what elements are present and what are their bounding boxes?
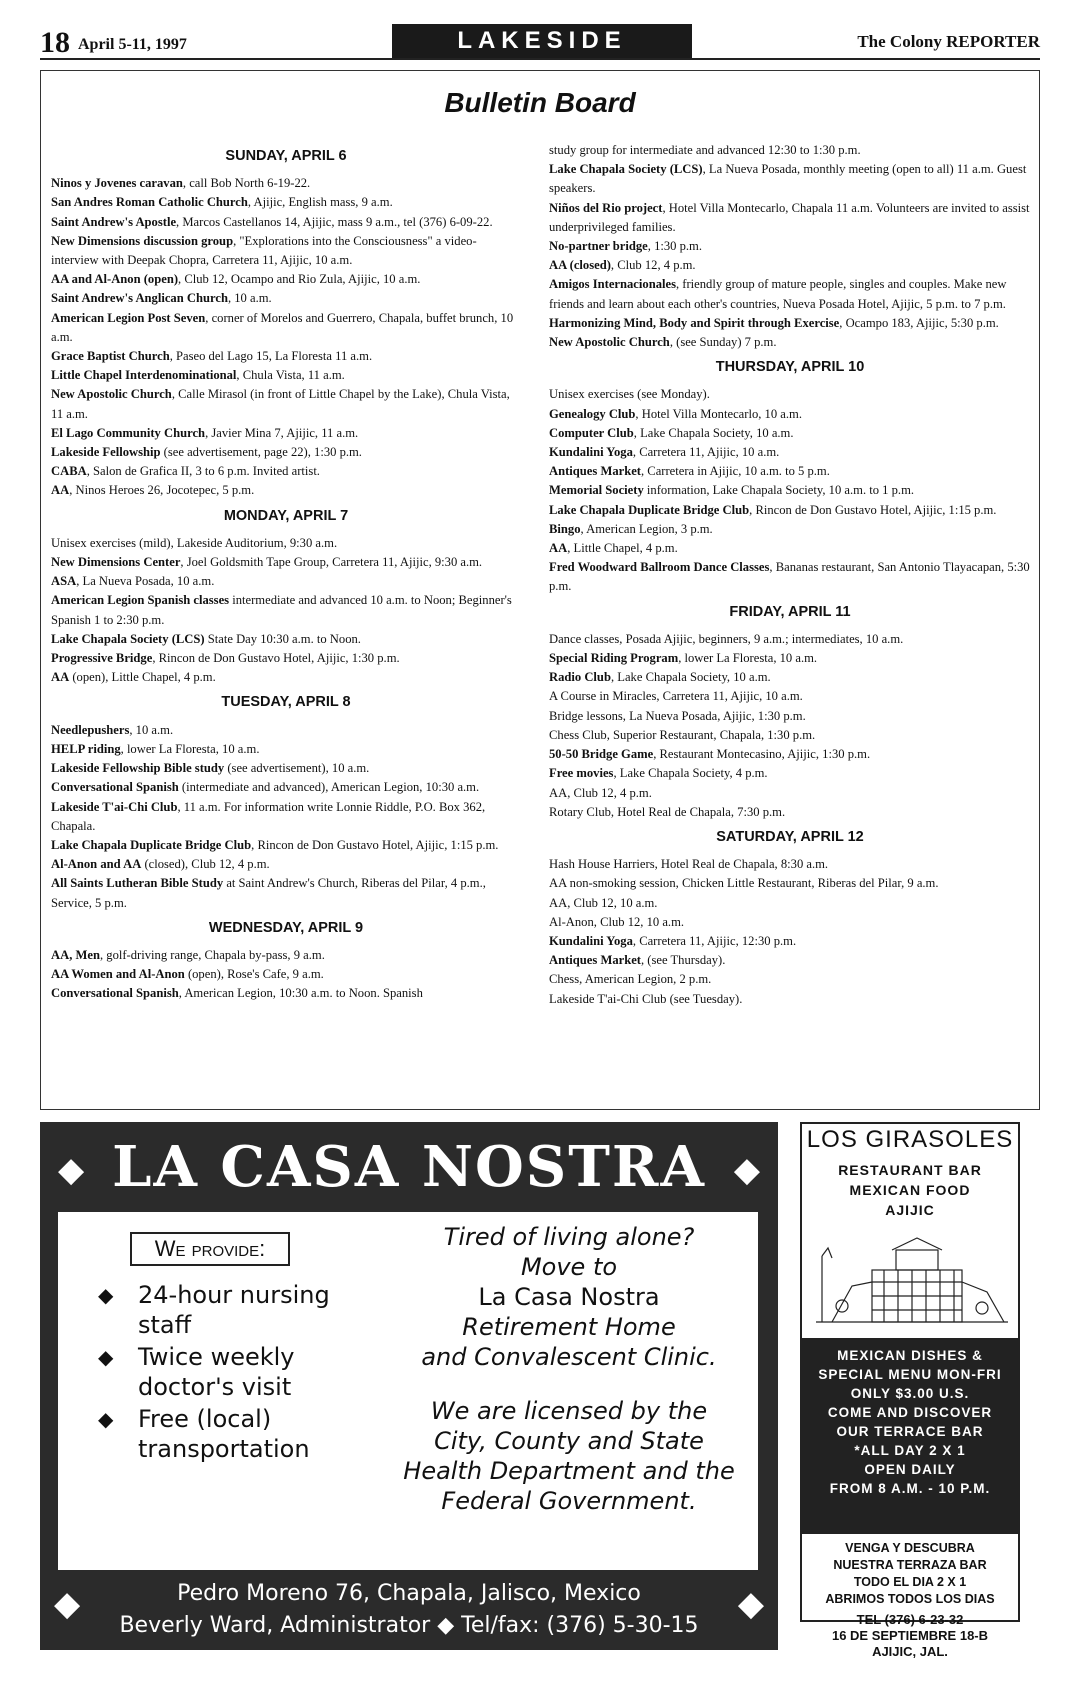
list-item: ◆ Twice weekly doctor's visit (90, 1342, 370, 1402)
event-details: , Rincon de Don Gustavo Hotel, Ajijic, 1:15 p.m. (749, 502, 997, 517)
list-item (549, 707, 1031, 726)
phone: Tel/fax: (376) 5-30-15 (461, 1613, 699, 1638)
list-item (549, 501, 1031, 520)
list-item (51, 965, 521, 984)
spanish-line: ABRIMOS TODOS LOS DIAS (825, 1592, 995, 1606)
event-details: , friendly group of mature people, singles and couples. Make new friends and learn about each other's countries, Nueva Posada Hotel, Ajijic, 5 p.m. to 7 p.m. (549, 277, 1007, 311)
event-details: study group for intermediate and advanced 12:30 to 1:30 p.m. (549, 143, 861, 157)
event-details: , Restaurant Montecasino, Ajijic, 1:30 p.m. (653, 747, 871, 762)
event-name: Kundalini Yoga (549, 933, 633, 948)
list-item (51, 289, 521, 308)
event-name: Memorial Society (549, 483, 644, 498)
list-item: ◆ 24-hour nursing staff (90, 1280, 370, 1340)
list-item (549, 990, 1031, 1009)
list-item (51, 385, 521, 423)
event-details: , Lake Chapala Society, 10 a.m. (610, 670, 771, 685)
event-details: , La Nueva Posada, monthly meeting (open to all) 11 a.m. Guest speakers. (549, 162, 1027, 196)
license-line: City, County and State (434, 1427, 704, 1455)
event-name: ASA (51, 574, 77, 589)
event-name: Free movies (549, 766, 614, 781)
list-item (51, 572, 521, 591)
event-name: AA, Men (51, 947, 100, 962)
event-name: New Apostolic Church (51, 387, 172, 402)
event-details: AA non-smoking session, Chicken Little Restaurant, Riberas del Pilar, 9 a.m. (549, 876, 939, 891)
list-item (549, 726, 1031, 745)
event-name: Conversational Spanish (51, 986, 179, 1001)
list-item (549, 951, 1031, 970)
event-details: , 1:30 p.m. (647, 239, 702, 254)
city: AJIJIC, JAL. (872, 1644, 948, 1659)
event-details: , Bananas restaurant, San Antonio Tlayacapan, 5:30 p.m. (549, 560, 1030, 594)
event-name: American Legion Post Seven (51, 310, 206, 325)
list-item (51, 232, 521, 270)
event-name: Special Riding Program (549, 651, 679, 666)
event-name: Saint Andrew's Apostle (51, 214, 177, 229)
pitch-line: and Convalescent Clinic. (421, 1343, 717, 1371)
subtitle-line: MEXICAN FOOD (849, 1182, 971, 1198)
contact-info (802, 1612, 1018, 1660)
event-details: AA, Club 12, 4 p.m. (549, 785, 652, 800)
event-details: , Ocampo 183, Ajijic, 5:30 p.m. (839, 315, 999, 330)
list-item (51, 778, 521, 797)
event-details: , Club 12, Ocampo and Rio Zula, Ajijic, 10 a.m. (178, 272, 421, 287)
list-item (549, 894, 1031, 913)
event-name: No-partner bridge (549, 239, 648, 254)
event-details: , Javier Mina 7, Ajijic, 11 a.m. (205, 425, 359, 440)
event-details: A Course in Miracles, Carretera 11, Ajijic, 10 a.m. (549, 689, 803, 704)
event-details: , Hotel Villa Montecarlo, Chapala 11 a.m. Volunteers are invited to assist underprivileged families. (549, 200, 1030, 234)
event-name: 50-50 Bridge Game (549, 747, 654, 762)
event-name: Radio Club (549, 670, 611, 685)
issue-date: April 5-11, 1997 (78, 36, 187, 53)
list-item (549, 932, 1031, 951)
event-name: Lakeside T'ai-Chi Club (51, 799, 178, 814)
event-name: American Legion Spanish classes (51, 593, 230, 608)
list-item (51, 836, 521, 855)
list-item (51, 534, 521, 553)
event-details: , Salon de Grafica II, 3 to 6 p.m. Invited artist. (86, 464, 320, 479)
event-details: Unisex exercises (mild), Lakeside Auditorium, 9:30 a.m. (51, 535, 338, 550)
event-name: Computer Club (549, 425, 634, 440)
event-details: , lower La Floresta, 10 a.m. (678, 651, 818, 666)
event-name: Lake Chapala Society (LCS) (51, 631, 205, 646)
list-item (549, 539, 1031, 558)
event-name: Al-Anon and AA (51, 857, 142, 872)
paper-name: The Colony REPORTER (857, 32, 1040, 51)
event-details: information, Lake Chapala Society, 10 a.m. to 1 p.m. (643, 483, 915, 498)
specials-line: ONLY $3.00 U.S. (850, 1386, 970, 1401)
list-item (549, 764, 1031, 783)
event-details: , lower La Floresta, 10 a.m. (120, 741, 260, 756)
list-item (549, 314, 1031, 333)
list-item (51, 366, 521, 385)
list-item (549, 630, 1031, 649)
event-name: HELP riding (51, 741, 121, 756)
event-details: , American Legion, 10:30 a.m. to Noon. Spanish (178, 986, 423, 1001)
list-item (51, 309, 521, 347)
event-name: Amigos Internacionales (549, 277, 676, 292)
event-details: Unisex exercises (see Monday). (549, 387, 710, 402)
day-heading: FRIDAY, APRIL 11 (729, 603, 851, 620)
event-details: , 10 a.m. (227, 291, 272, 306)
event-name: AA (549, 541, 568, 556)
event-details: Al-Anon, Club 12, 10 a.m. (549, 914, 685, 929)
subtitle-line: AJIJIC (885, 1202, 935, 1218)
day-heading: SUNDAY, APRIL 6 (225, 148, 347, 164)
specials-panel (802, 1338, 1018, 1534)
event-name: Harmonizing Mind, Body and Spirit through Exercise (549, 315, 840, 330)
restaurant-name: LOS GIRASOLES (806, 1126, 1014, 1153)
event-details: , Chula Vista, 11 a.m. (236, 368, 345, 383)
list-item (51, 630, 521, 649)
list-item (549, 237, 1031, 256)
list-item (51, 984, 521, 1003)
event-details: , "Explorations into the Consciousness" a video-interview with Deepak Chopra, Carretera 11, Ajijic, 10 a.m. (51, 233, 477, 268)
list-item (549, 405, 1031, 424)
event-details: , Paseo del Lago 15, La Floresta 11 a.m. (169, 349, 373, 364)
event-details: , 11 a.m. For information write Lonnie Riddle, P.O. Box 362, Chapala. (51, 799, 486, 833)
event-details: , (see Sunday) 7 p.m. (669, 335, 777, 350)
event-details: at Saint Andrew's Church, Riberas del Pilar, 4 p.m., Service, 5 p.m. (51, 876, 486, 910)
list-item (549, 256, 1031, 275)
diamond-icon: ◆ (58, 1152, 85, 1189)
event-details: (open), Little Chapel, 4 p.m. (69, 670, 216, 685)
diamond-icon: ◆ (737, 1586, 764, 1623)
event-details: Dance classes, Posada Ajijic, beginners, 9 a.m.; intermediates, 10 a.m. (549, 631, 904, 646)
list-item (51, 946, 521, 965)
right-column (549, 141, 1031, 1009)
list-item (549, 333, 1031, 352)
event-name: AA Women and Al-Anon (51, 967, 185, 982)
list-item (51, 347, 521, 366)
administrator: Beverly Ward, Administrator (119, 1613, 431, 1638)
pitch-line: Tired of living alone? (443, 1223, 695, 1251)
day-heading: THURSDAY, APRIL 10 (715, 359, 865, 376)
event-name: Little Chapel Interdenominational (51, 368, 237, 383)
list-item (549, 424, 1031, 443)
event-name: Needlepushers (51, 722, 130, 737)
event-name: El Lago Community Church (51, 425, 206, 440)
list-item (549, 970, 1031, 989)
list-item (549, 874, 1031, 893)
event-details: , Carretera 11, Ajijic, 12:30 p.m. (632, 933, 797, 948)
phone: TEL (376) 6-23-32 (856, 1612, 964, 1627)
list-item (549, 141, 1031, 160)
event-details: (intermediate and advanced), American Legion, 10:30 a.m. (178, 780, 480, 795)
day-heading: WEDNESDAY, APRIL 9 (208, 919, 364, 936)
event-name: Lake Chapala Society (LCS) (549, 162, 703, 177)
address: 16 DE SEPTIEMBRE 18-B (831, 1628, 989, 1643)
event-details: , (see Thursday). (641, 953, 726, 968)
list-item (51, 481, 521, 500)
facility-name: La Casa Nostra (478, 1283, 660, 1311)
event-name: CABA (51, 464, 87, 479)
event-details: Lakeside T'ai-Chi Club (see Tuesday). (549, 991, 743, 1006)
event-name: Lake Chapala Duplicate Bridge Club (51, 837, 252, 852)
event-name: Saint Andrew's Anglican Church (51, 291, 228, 306)
restaurant-building-icon (812, 1226, 1012, 1336)
list-item (549, 649, 1031, 668)
list-item (549, 855, 1031, 874)
day-heading: SATURDAY, APRIL 12 (716, 828, 864, 845)
event-name: Genealogy Club (549, 406, 636, 421)
restaurant-subtitle (802, 1160, 1018, 1220)
day-heading: MONDAY, APRIL 7 (223, 507, 349, 524)
license-line: Health Department and the (403, 1457, 735, 1485)
provide-label: We provide: (130, 1232, 290, 1266)
list-item (549, 443, 1031, 462)
event-name: AA (closed) (549, 258, 611, 273)
list-item (51, 462, 521, 481)
event-details: , Calle Mirasol (in front of Little Chapel by the Lake), Chula Vista, 11 a.m. (51, 387, 510, 421)
address: Pedro Moreno 76, Chapala, Jalisco, Mexico (177, 1581, 641, 1606)
ad-title: LA CASA NOSTRA (112, 1134, 706, 1200)
specials-line: *ALL DAY 2 X 1 (854, 1443, 966, 1458)
list-item (549, 481, 1031, 500)
list-item (51, 174, 521, 193)
event-details: , American Legion, 3 p.m. (580, 521, 713, 536)
specials-line: FROM 8 A.M. - 10 P.M. (829, 1481, 991, 1496)
spanish-line: NUESTRA TERRAZA BAR (833, 1558, 987, 1572)
event-details: , corner of Morelos and Guerrero, Chapala, buffet brunch, 10 a.m. (51, 310, 514, 344)
event-details: , golf-driving range, Chapala by-pass, 9 a.m. (99, 947, 325, 962)
event-details: Chess, American Legion, 2 p.m. (549, 972, 712, 987)
event-details: (open), Rose's Cafe, 9 a.m. (184, 967, 324, 982)
provide-list (90, 1280, 370, 1466)
ad-pitch (384, 1222, 754, 1516)
event-name: Bingo (549, 521, 581, 536)
event-details: , Lake Chapala Society, 4 p.m. (613, 766, 768, 781)
event-name: AA and Al-Anon (open) (51, 272, 179, 287)
event-name: AA (51, 483, 70, 498)
list-item (549, 803, 1031, 822)
list-item (51, 270, 521, 289)
event-details: (see advertisement), 10 a.m. (224, 761, 370, 776)
event-details: Bridge lessons, La Nueva Posada, Ajijic, 1:30 p.m. (549, 708, 806, 723)
license-line: Federal Government. (441, 1487, 697, 1515)
page-number: 18 (40, 26, 70, 59)
spanish-line: VENGA Y DESCUBRA (845, 1541, 975, 1555)
event-details: , Ajijic, English mass, 9 a.m. (247, 195, 393, 210)
list-item (549, 462, 1031, 481)
list-item (51, 424, 521, 443)
event-details: intermediate and advanced 10 a.m. to Noon; Beginner's Spanish 1 to 2:30 p.m. (51, 593, 512, 627)
event-name: Lakeside Fellowship Bible study (51, 761, 225, 776)
list-item (549, 913, 1031, 932)
event-details: , Rincon de Don Gustavo Hotel, Ajijic, 1:30 p.m. (152, 651, 400, 666)
list-item (549, 385, 1031, 404)
board-title: Bulletin Board (444, 87, 636, 118)
list-item (549, 160, 1031, 198)
day-heading: TUESDAY, APRIL 8 (221, 694, 351, 711)
event-name: Grace Baptist Church (51, 349, 170, 364)
event-name: Niños del Rio project (549, 200, 663, 215)
diamond-icon: ◆ (437, 1613, 462, 1638)
list-item: ◆ Free (local) transportation (90, 1404, 370, 1464)
event-details: , Carretera in Ajijic, 10 a.m. to 5 p.m. (641, 464, 830, 479)
diamond-icon: ◆ (54, 1586, 81, 1623)
event-details: , Marcos Castellanos 14, Ajijic, mass 9 a.m., tel (376) 6-09-22. (176, 214, 493, 229)
event-details: , Carretera 11, Ajijic, 10 a.m. (632, 445, 780, 460)
event-name: Ninos y Jovenes caravan (51, 176, 183, 191)
specials-line: COME AND DISCOVER (827, 1405, 993, 1420)
pitch-line: Move to (520, 1253, 618, 1281)
list-item (549, 275, 1031, 313)
left-column (51, 141, 521, 1004)
event-details: (closed), Club 12, 4 p.m. (141, 857, 270, 872)
event-details: , Joel Goldsmith Tape Group, Carretera 11, Ajijic, 9:30 a.m. (180, 555, 483, 570)
diamond-icon: ◆ (733, 1152, 760, 1189)
event-details: Hash House Harriers, Hotel Real de Chapala, 8:30 a.m. (549, 857, 829, 872)
event-name: All Saints Lutheran Bible Study (51, 876, 224, 891)
event-name: Antiques Market (549, 464, 641, 479)
spanish-copy (802, 1540, 1018, 1608)
los-girasoles-ad (800, 1122, 1020, 1659)
list-item (549, 745, 1031, 764)
list-item (51, 759, 521, 778)
specials-line: SPECIAL MENU MON-FRI (818, 1367, 1002, 1382)
event-name: New Dimensions Center (51, 555, 181, 570)
specials-line: OPEN DAILY (864, 1462, 956, 1477)
event-details: , Hotel Villa Montecarlo, 10 a.m. (635, 406, 802, 421)
list-item (549, 668, 1031, 687)
specials-line: MEXICAN DISHES & (837, 1348, 983, 1363)
la-casa-nostra-ad (40, 1122, 778, 1650)
event-details: , Rincon de Don Gustavo Hotel, Ajijic, 1:15 p.m. (251, 837, 499, 852)
event-name: Kundalini Yoga (549, 445, 633, 460)
event-details: , Little Chapel, 4 p.m. (567, 541, 678, 556)
event-name: Fred Woodward Ballroom Dance Classes (549, 560, 770, 575)
event-details: , 10 a.m. (129, 722, 174, 737)
event-details: , call Bob North 6-19-22. (182, 176, 311, 191)
event-name: Progressive Bridge (51, 651, 153, 666)
list-item (51, 855, 521, 874)
event-details: State Day 10:30 a.m. to Noon. (204, 631, 361, 646)
masthead (40, 22, 1040, 62)
event-details: (see advertisement, page 22), 1:30 p.m. (160, 445, 362, 460)
subtitle-line: RESTAURANT BAR (838, 1162, 982, 1178)
list-item (51, 213, 521, 232)
event-name: San Andres Roman Catholic Church (51, 195, 248, 210)
event-name: Lake Chapala Duplicate Bridge Club (549, 502, 750, 517)
list-item (549, 520, 1031, 539)
event-name: Antiques Market (549, 953, 641, 968)
list-item (51, 798, 521, 836)
ad-footer (40, 1578, 778, 1642)
specials-line: OUR TERRACE BAR (836, 1424, 984, 1439)
section-banner: LAKESIDE (392, 24, 692, 58)
list-item (51, 721, 521, 740)
event-name: New Dimensions discussion group (51, 233, 234, 248)
event-details: AA, Club 12, 10 a.m. (549, 895, 658, 910)
event-name: Conversational Spanish (51, 780, 179, 795)
event-details: , La Nueva Posada, 10 a.m. (76, 574, 215, 589)
event-name: New Apostolic Church (549, 335, 670, 350)
event-name: Lakeside Fellowship (51, 445, 161, 460)
list-item (51, 740, 521, 759)
list-item (549, 687, 1031, 706)
list-item (51, 668, 521, 687)
event-details: , Club 12, 4 p.m. (610, 258, 696, 273)
pitch-line: Retirement Home (462, 1313, 676, 1341)
event-name: AA (51, 670, 70, 685)
list-item (51, 443, 521, 462)
list-item (51, 193, 521, 212)
event-details: , Lake Chapala Society, 10 a.m. (633, 425, 794, 440)
event-details: , Ninos Heroes 26, Jocotepec, 5 p.m. (69, 483, 255, 498)
event-details: Chess Club, Superior Restaurant, Chapala, 1:30 p.m. (549, 727, 816, 742)
event-details: Rotary Club, Hotel Real de Chapala, 7:30 p.m. (549, 804, 786, 819)
ad-body (58, 1212, 758, 1570)
spanish-line: TODO EL DIA 2 X 1 (853, 1575, 967, 1589)
list-item (549, 784, 1031, 803)
list-item (51, 591, 521, 629)
license-line: We are licensed by the (430, 1397, 708, 1425)
list-item (51, 553, 521, 572)
list-item (549, 199, 1031, 237)
list-item (51, 874, 521, 912)
bulletin-board (40, 70, 1040, 1110)
list-item (549, 558, 1031, 596)
masthead-rule (40, 58, 1040, 60)
list-item (51, 649, 521, 668)
